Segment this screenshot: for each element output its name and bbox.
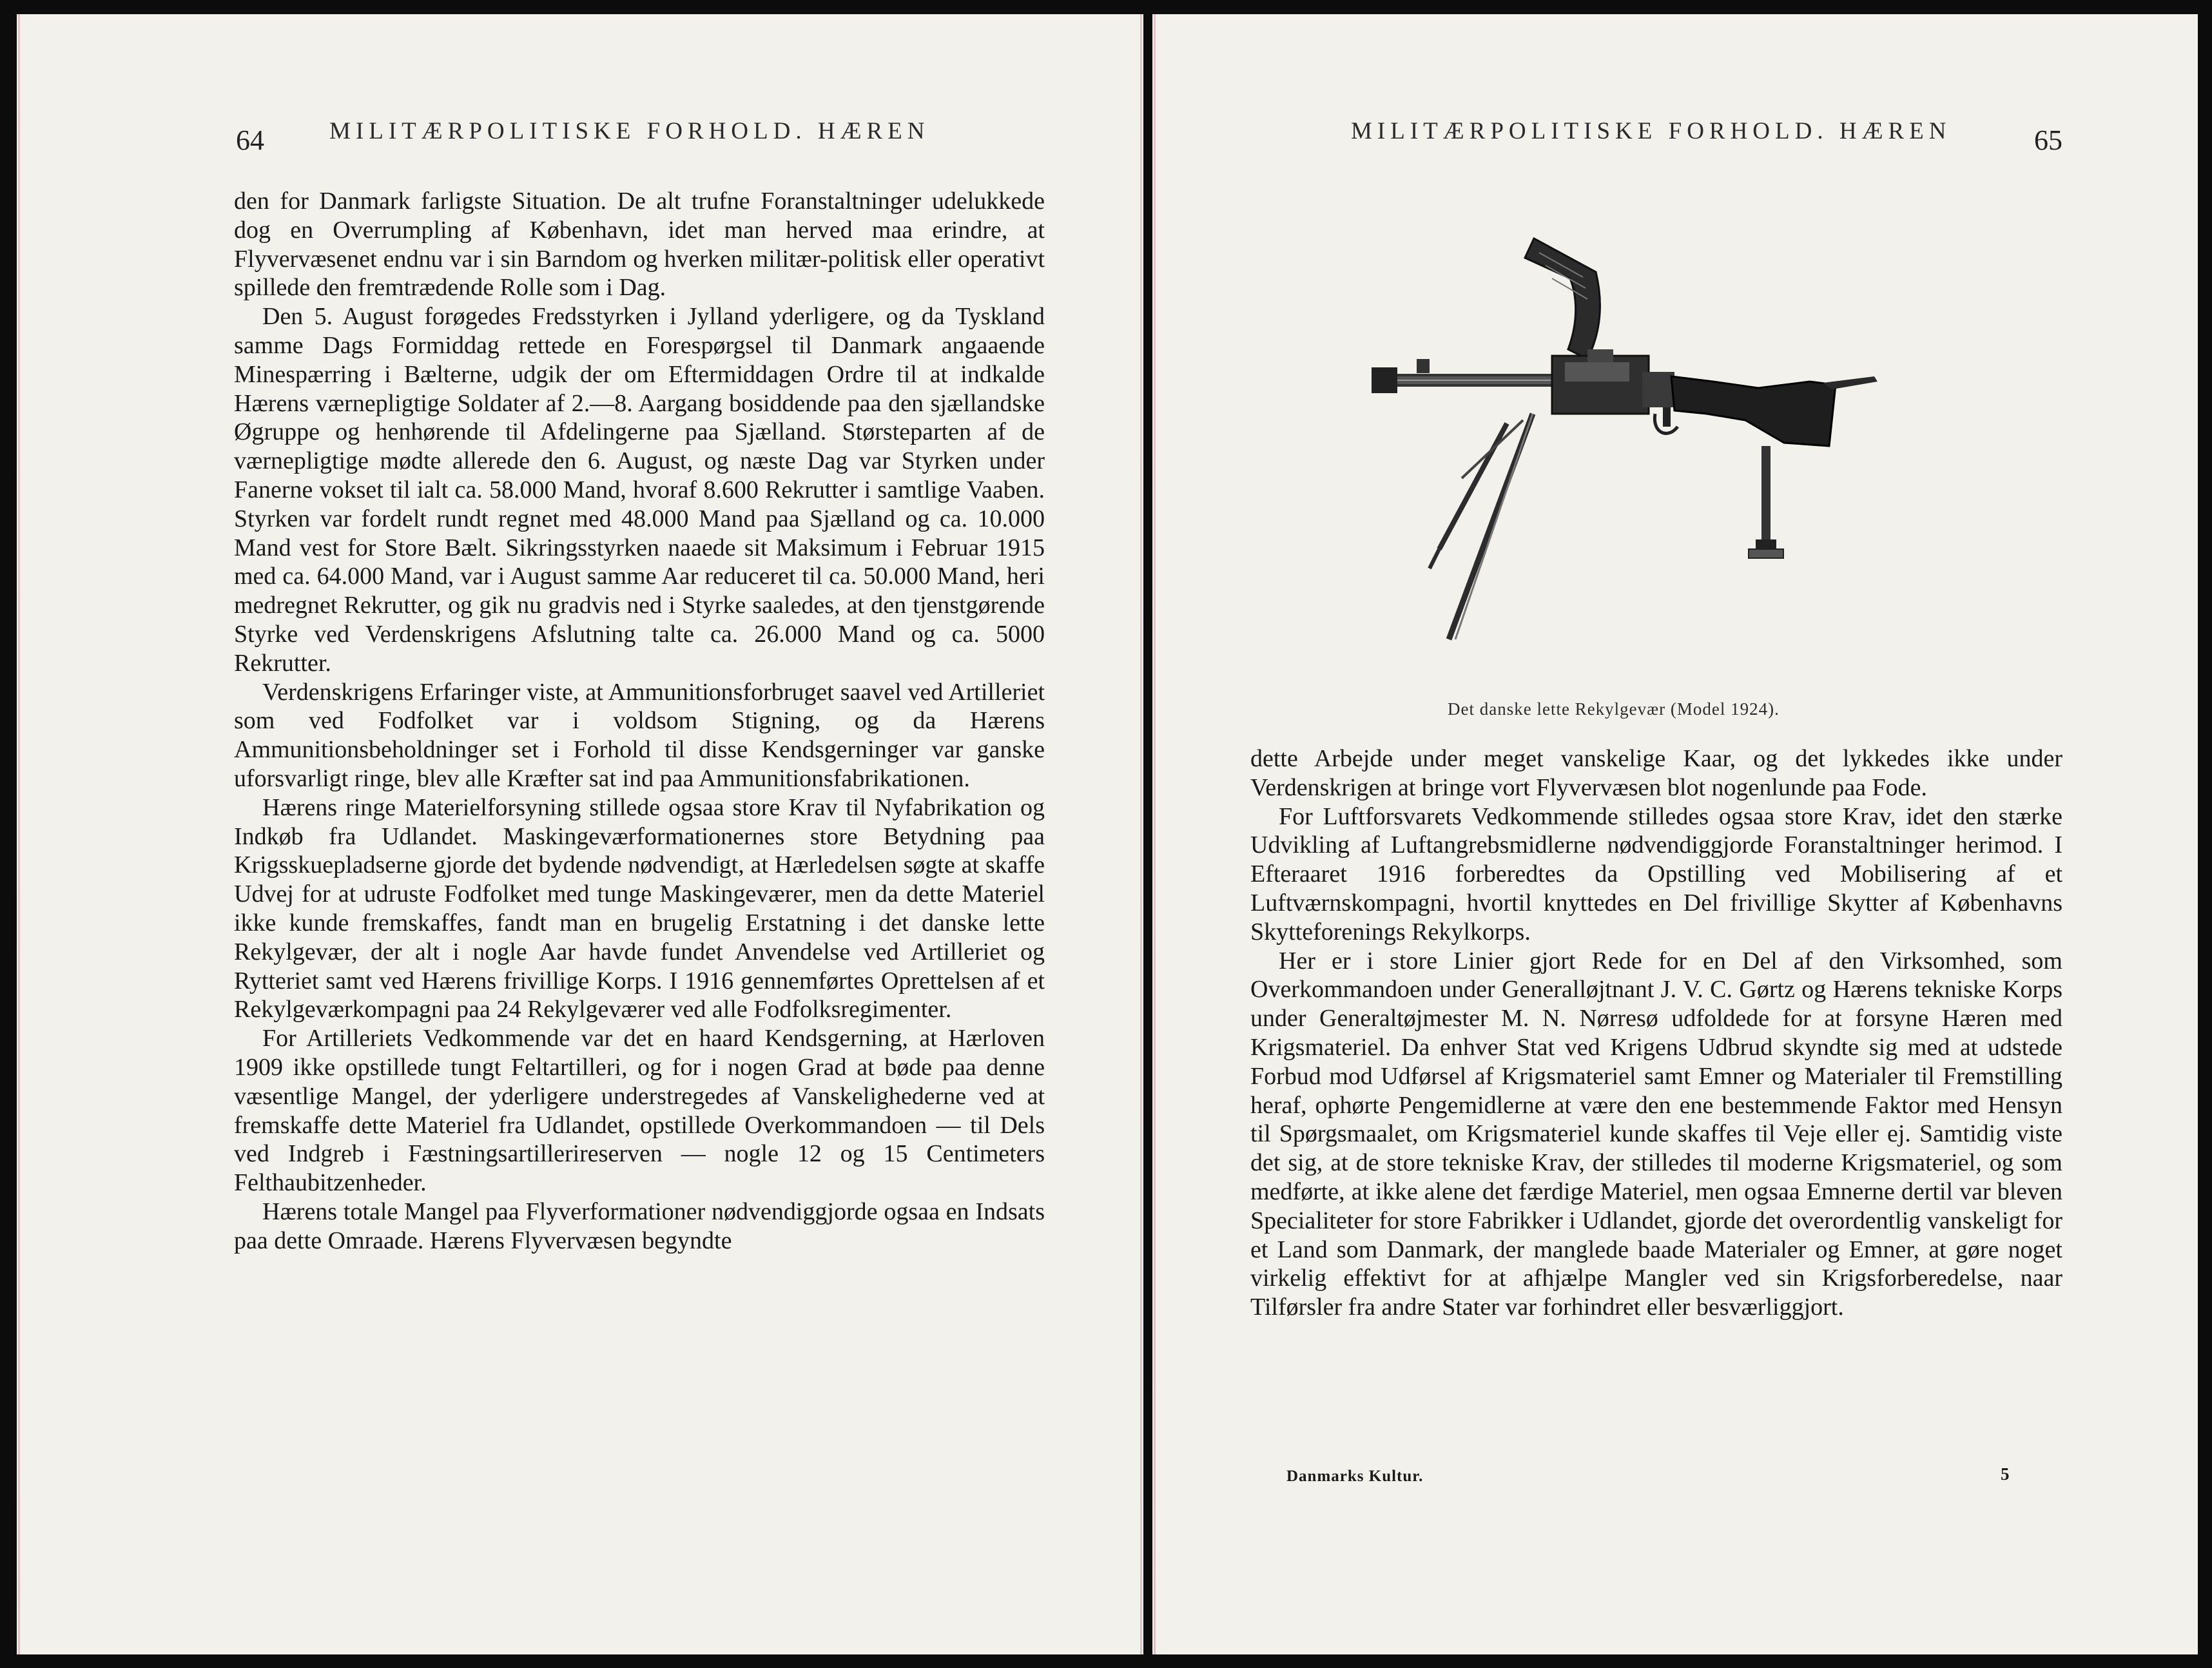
running-head: MILITÆRPOLITISKE FORHOLD. HÆREN bbox=[1351, 118, 1952, 144]
machine-gun-illustration bbox=[1294, 227, 1952, 665]
paragraph: Hærens totale Mangel paa Flyverformationer nødvendiggjorde ogsaa en Indsats paa dette Omraade. Hærens Flyvervæsen begyndte bbox=[234, 1198, 1045, 1254]
right-page bbox=[1152, 14, 2198, 1654]
left-body-text bbox=[234, 187, 1045, 1255]
paragraph: For Artilleriets Vedkommende var det en haard Kendsgerning, at Hærloven 1909 ikke opstillede tungt Feltartilleri, og for i nogen Grad at bøde paa denne væsentlige Mangel, der yderligere understregedes af Vanskelighederne ved at fremskaffe dette Materiel fra Udlandet, opstillede Overkommandoen — til Dels ved Indgreb i Fæstningsartillerireserven — nogle 12 og 15 Centimeters Felthaubitzenheder. bbox=[234, 1025, 1045, 1197]
page-edge bbox=[1154, 14, 1156, 1654]
paragraph: For Luftforsvarets Vedkommende stilledes ogsaa store Krav, idet den stærke Udvikling af Luftangrebsmidlerne nødvendiggjorde Foranstaltninger herimod. I Efteraaret 1916 forberedtes da Opstilling ved Mobilisering af et Luftværnskompagni, hvortil knyttedes en Del frivillige Skytter af Københavns Skytteforenings Rekylkorps. bbox=[1250, 802, 2062, 946]
page-edge bbox=[1140, 14, 1142, 1654]
footer-sheet-number: 5 bbox=[2001, 1464, 2010, 1484]
page-number: 64 bbox=[236, 124, 264, 156]
paragraph: Verdenskrigens Erfaringer viste, at Ammunitionsforbruget saavel ved Artilleriet som ved Fodfolket var i voldsom Stigning, og da Hærens Ammunitionsbeholdninger set i Forhold til disse Kendsgerninger var ganske uforsvarligt ringe, blev alle Kræfter sat ind paa Ammunitionsfabrikationen. bbox=[234, 678, 1045, 792]
paragraph: dette Arbejde under meget vanskelige Kaar, og det lykkedes ikke under Verdenskrigen at bringe vort Flyvervæsen blot nogenlunde paa Fode. bbox=[1250, 745, 2062, 801]
paragraph: Hærens ringe Materielforsyning stillede ogsaa store Krav til Nyfabrikation og Indkøb fra Udlandet. Maskingeværformationernes store Betydning paa Krigsskuepladserne gjorde det bydende nødvendigt, at Hærledelsen søgte at skaffe Udvej for at udruste Fodfolket med tunge Maskingeværer, men da dette Materiel ikke kunde fremskaffes, fandt man en brugelig Erstatning i det danske lette Rekylgevær, der alt i nogle Aar havde fundet Anvendelse ved Artilleriet og Rytteriet samt ved Hærens frivillige Korps. I 1916 gennemførtes Oprettelsen af et Rekylgeværkompagni paa 24 Rekylgeværer ved alle Fodfolksregimenter. bbox=[234, 793, 1045, 1023]
right-body-text bbox=[1250, 744, 2062, 1322]
footer-signature: Danmarks Kultur. bbox=[1286, 1468, 1424, 1485]
paragraph: Her er i store Linier gjort Rede for en Del af den Virksomhed, som Overkommandoen under Generalløjtnant J. V. C. Gørtz og Hærens tekniske Korps under Generaltøjmester M. N. Nørresø udfoldede for at forsyne Hæren med Krigsmateriel. Da enhver Stat ved Krigens Udbrud skyndte sig med at udstede Forbud mod Udførsel af Krigsmateriel samt Emner og Materialer til Fremstilling heraf, ophørte Pengemidlerne at være den ene bestemmende Faktor med Hensyn til Spørgsmaalet, om Krigsmateriel kunde skaffes til Veje eller ej. Samtidig viste det sig, at de store tekniske Krav, der stilledes til moderne Krigsmateriel, og som medførte, at ikke alene det færdige Materiel, men ogsaa Emnerne dertil var bleven Specialiteter for store Fabrikker i Udlandet, gjorde det overordentlig vanskeligt for et Land som Danmark, der manglede baade Materialer og Emner, at gøre noget virkelig effektivt for at afhjælpe Mangler ved sin Krigsforberedelse, naar Tilførsler fra andre Stater var forhindret eller besværliggjort. bbox=[1250, 947, 2062, 1321]
page-edge bbox=[18, 14, 20, 1654]
figure-caption: Det danske lette Rekylgevær (Model 1924). bbox=[1448, 699, 1780, 719]
left-page bbox=[17, 14, 1143, 1654]
paragraph: den for Danmark farligste Situation. De alt trufne Foranstaltninger udelukkede dog en Overrumpling af København, idet man herved maa erindre, at Flyvervæsenet endnu var i sin Barndom og hverken militær-politisk eller operativt spillede den fremtrædende Rolle som i Dag. bbox=[234, 188, 1045, 302]
running-head: MILITÆRPOLITISKE FORHOLD. HÆREN bbox=[329, 118, 930, 144]
page-number: 65 bbox=[2034, 124, 2062, 156]
paragraph: Den 5. August forøgedes Fredsstyrken i Jylland yderligere, og da Tyskland samme Dags Formiddag rettede en Forespørgsel til Danmark angaaende Minespærring i Bælterne, udgik der om Eftermiddagen Ordre til at indkalde Hærens værnepligtige Soldater af 2.—8. Aargang bosiddende paa den sjællandske Øgruppe og henhørende til Afdelingerne paa Sjælland. Størsteparten af de værnepligtige mødte allerede den 6. August, og næste Dag var Styrken under Fanerne vokset til ialt ca. 58.000 Mand, hvoraf 8.600 Rekrutter i samtlige Vaaben. Styrken var fordelt rundt regnet med 48.000 Mand paa Sjælland og ca. 10.000 Mand vest for Store Bælt. Sikringsstyrken naaede sit Maksimum i Februar 1915 med ca. 64.000 Mand, var i August samme Aar reduceret til ca. 50.000 Mand, heri medregnet Rekrutter, og gik nu gradvis ned i Styrke saaledes, at den tjenstgørende Styrke ved Verdenskrigens Afslutning talte ca. 26.000 Mand og ca. 5000 Rekrutter. bbox=[234, 303, 1045, 677]
